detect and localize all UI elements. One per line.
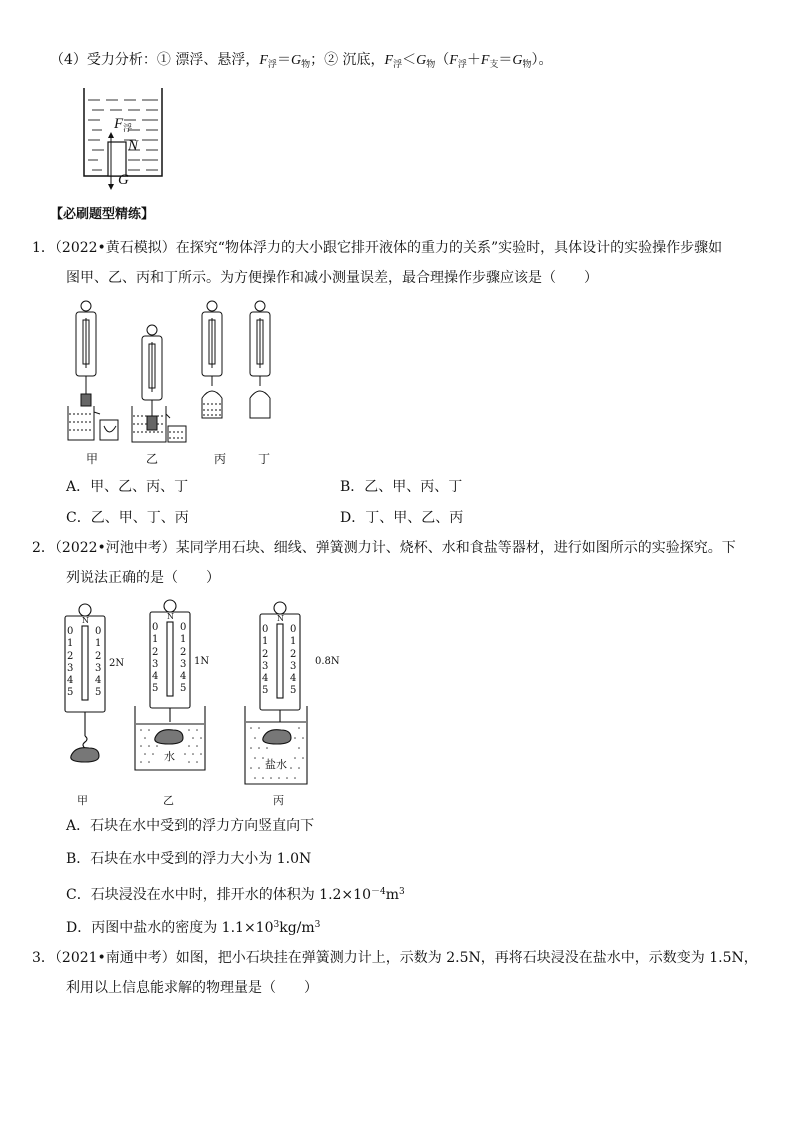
f-symbol: F (449, 53, 458, 68)
reading-jia: 2N (109, 658, 125, 669)
q1-figure (60, 298, 300, 468)
reading-bing: 0.8N (315, 656, 340, 667)
unit: kg/m (279, 920, 315, 936)
lt-sign: ＜ (402, 52, 417, 68)
force-analysis-line (50, 50, 553, 75)
paren: ）。 (531, 52, 553, 68)
f-symbol: F (480, 53, 490, 68)
q2-stem-line2: 列说法正确的是（ ） (66, 570, 220, 586)
q2-figure (55, 598, 375, 808)
q2-option-d-text: D．丙图中盐水的密度为 1.1×10 (66, 920, 274, 936)
q1-figure-svg (60, 298, 300, 468)
reading-yi: 1N (194, 656, 210, 667)
sinking-diagram (80, 86, 170, 194)
g-symbol: G (290, 53, 302, 68)
liquid-label-water: 水 (164, 750, 175, 763)
q2-fig-label-yi: 乙 (163, 794, 174, 807)
q1-option-d[interactable]: D．丁、甲、乙、丙 (340, 510, 464, 526)
sub-fu: 浮 (457, 60, 467, 70)
q2-stem-line1: 2．（2022•河池中考）某同学用石块、细线、弹簧测力计、烧杯、水和食盐等器材，进行如图所示的实验探究。下 (32, 540, 736, 556)
q2-fig-label-jia: 甲 (77, 794, 88, 807)
q1-fig-label-jia: 甲 (86, 452, 99, 466)
sinking-text: ；② 沉底， (310, 52, 385, 68)
scale-unit-jia: N (82, 616, 89, 625)
sub-wu: 物 (301, 60, 311, 70)
q2-fig-label-bing: 丙 (273, 794, 284, 807)
q1-stem-line2: 图甲、乙、丙和丁所示。为方便操作和减小测量误差，最合理操作步骤应该是（ ） (66, 270, 598, 286)
q2-option-c[interactable] (66, 882, 405, 905)
q2-option-b[interactable]: B．石块在水中受到的浮力大小为 1.0N (66, 851, 312, 867)
sub-wu: 物 (522, 60, 532, 70)
exponent: 3 (314, 920, 321, 930)
q1-option-a[interactable]: A．甲、乙、丙、丁 (66, 479, 189, 495)
q1-fig-label-yi: 乙 (146, 452, 159, 466)
q2-option-a[interactable]: A．石块在水中受到的浮力方向竖直向下 (66, 818, 315, 834)
scale-unit-yi: N (167, 612, 174, 621)
q1-option-b[interactable]: B．乙、甲、丙、丁 (340, 479, 463, 495)
gravity-label: G (118, 172, 129, 188)
scale-ticks-left-bing: 0 1 2 3 4 5 (262, 624, 269, 697)
scale-ticks-right-jia: 0 1 2 3 4 5 (95, 626, 102, 699)
liquid-label-brine: 盐水 (265, 758, 287, 771)
f-symbol: F (384, 53, 394, 68)
section-title: 【必刷题型精练】 (50, 207, 155, 222)
q1-stem-line1: 1．（2022•黄石模拟）在探究“物体浮力的大小跟它排开液体的重力的关系”实验时，具体设计的实验操作步骤如 (32, 240, 723, 256)
eq-sign: ＝ (276, 52, 291, 68)
sub-zhi: 支 (489, 60, 499, 70)
exponent: 3 (273, 920, 280, 930)
g-symbol: G (512, 53, 523, 68)
unit: m (385, 887, 399, 903)
scale-ticks-right-yi: 0 1 2 3 4 5 (180, 622, 187, 695)
paren: （ (435, 52, 450, 68)
force-analysis-prefix: （4）受力分析：① 漂浮、悬浮， (50, 52, 260, 68)
sub-fu: 浮 (393, 60, 403, 70)
q2-option-d[interactable] (66, 915, 320, 938)
q3-stem-line2: 利用以上信息能求解的物理量是（ ） (66, 980, 318, 996)
g-symbol: G (416, 53, 427, 68)
plus-sign: ＋ (466, 52, 481, 68)
sub-fu: 浮 (267, 60, 277, 70)
scale-ticks-left-jia: 0 1 2 3 4 5 (67, 626, 74, 699)
scale-ticks-left-yi: 0 1 2 3 4 5 (152, 622, 159, 695)
sub-wu: 物 (426, 60, 436, 70)
q2-figure-svg (55, 598, 375, 808)
buoyancy-label: $F_浮$ (114, 116, 133, 133)
scale-unit-bing: N (277, 614, 284, 623)
scale-ticks-right-bing: 0 1 2 3 4 5 (290, 624, 297, 697)
normal-force-label: N (128, 138, 139, 154)
f-symbol: F (259, 53, 268, 68)
q2-option-c-text: C．石块浸没在水中时，排开水的体积为 1.2×10 (66, 887, 371, 903)
q3-stem-line1: 3．（2021•南通中考）如图，把小石块挂在弹簧测力计上，示数为 2.5N，再将石块浸没在盐水中，示数变为 1.5N， (32, 950, 758, 966)
eq-sign: ＝ (498, 52, 513, 68)
q1-option-c[interactable]: C．乙、甲、丁、丙 (66, 510, 189, 526)
exponent: 3 (399, 887, 405, 897)
q1-fig-label-bing: 丙 (214, 452, 227, 466)
q1-fig-label-ding: 丁 (258, 452, 271, 466)
exponent: －4 (370, 887, 386, 897)
